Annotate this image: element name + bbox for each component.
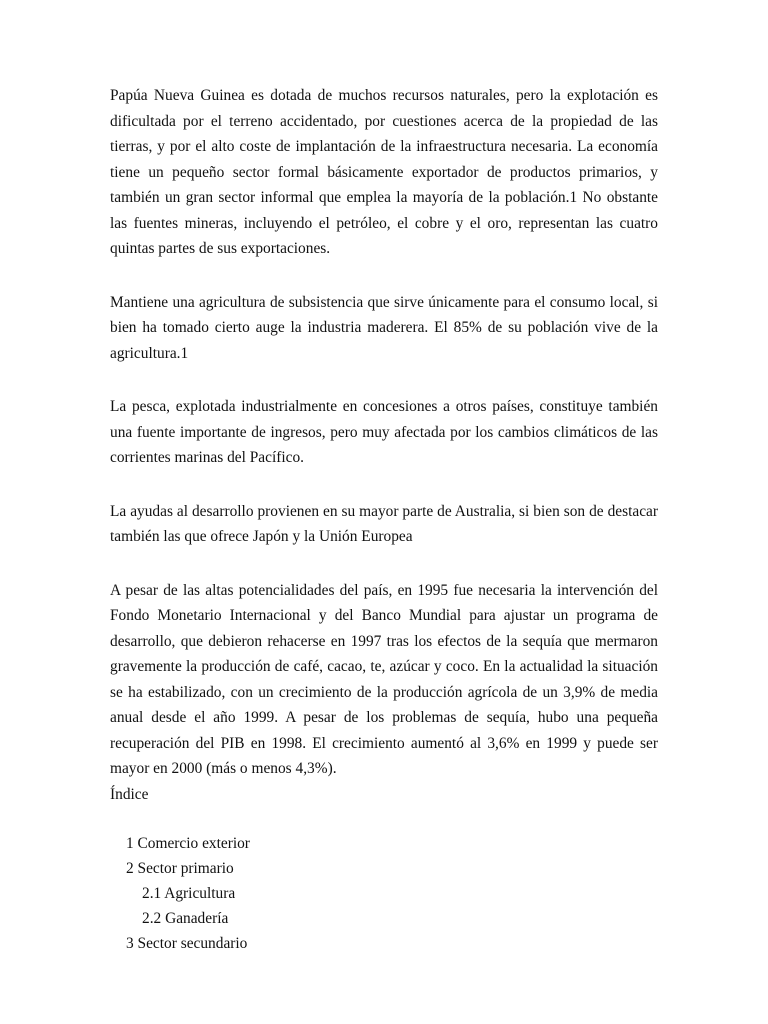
toc-item-comercio-exterior[interactable]: 1 Comercio exterior	[126, 835, 250, 852]
index-title: Índice	[110, 785, 149, 803]
paragraph-agriculture: Mantiene una agricultura de subsistencia que sirve únicamente para el consumo local, si bien ha tomado cierto auge la industria maderera. El 85% de su población vive de la agricultura.1	[110, 293, 658, 362]
document-body	[110, 83, 658, 956]
paragraph-fishing: La pesca, explotada industrialmente en concesiones a otros países, constituye también una fuente importante de ingresos, pero muy afectada por los cambios climáticos de las corrientes marinas del Pacífico.	[110, 398, 658, 466]
paragraph-resources: Papúa Nueva Guinea es dotada de muchos recursos naturales, pero la explotación es dificultada por el terreno accidentado, por cuestiones acerca de la propiedad de las tierras, y por el alto coste de implantación de la infraestructura necesaria. La economía tiene un pequeño sector formal básicamente exportador de productos primarios, y también un gran sector informal que emplea la mayoría de la población.1 No obstante las fuentes mineras, incluyendo el petróleo, el cobre y el oro, representan las cuatro quintas partes de sus exportaciones.	[110, 87, 658, 257]
toc-item-ganaderia[interactable]: 2.2 Ganadería	[142, 910, 229, 927]
toc-item-sector-primario[interactable]: 2 Sector primario	[126, 860, 234, 877]
paragraph-development: A pesar de las altas potencialidades del país, en 1995 fue necesaria la intervención del Fondo Monetario Internacional y del Banco Mundial para ajustar un programa de desarrollo, que debieron rehacerse en 1997 tras los efectos de la sequía que mermaron gravemente la producción de café, cacao, te, azúcar y coco. En la actualidad la situación se ha estabilizado, con un crecimiento de la producción agrícola de un 3,9% de media anual desde el año 1999. A pesar de los problemas de sequía, hubo una pequeña recuperación del PIB en 1998. El crecimiento aumentó al 3,6% en 1999 y puede ser mayor en 2000 (más o menos 4,3%).	[110, 581, 658, 777]
toc-item-sector-secundario[interactable]: 3 Sector secundario	[126, 935, 248, 952]
table-of-contents	[110, 831, 658, 956]
toc-item-agricultura[interactable]: 2.1 Agricultura	[142, 885, 236, 902]
paragraph-aid: La ayudas al desarrollo provienen en su mayor parte de Australia, si bien son de destacar también las que ofrece Japón y la Unión Europea	[110, 502, 658, 545]
